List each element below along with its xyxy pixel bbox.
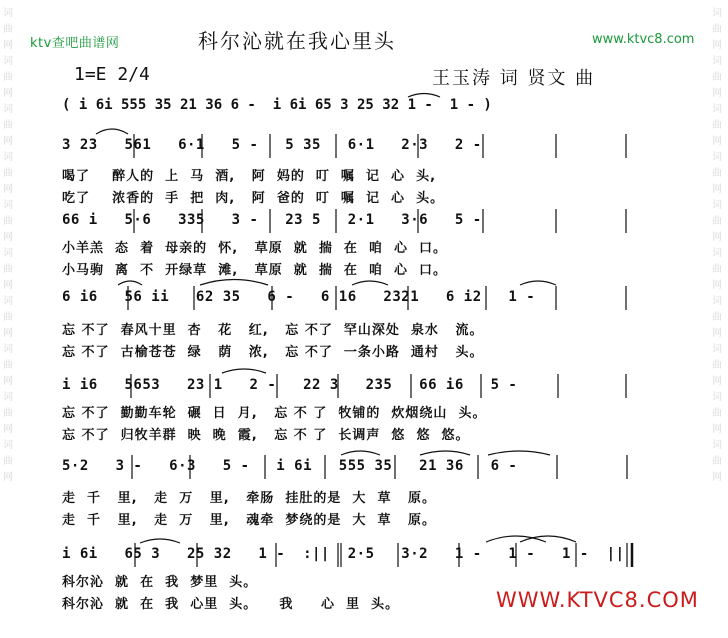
watermark-char: 曲 [712,360,722,371]
lyric-row-1-verse-2: 吃了 浓香的 手 把 肉, 阿 爸的 叮 嘱 记 心 头。 [62,191,445,206]
watermark-char: 网 [3,280,13,291]
slur [352,281,388,285]
watermark-char: 曲 [3,360,13,371]
notation-row-1: 3 23 561 6·1 5 - 5 35 6·1 2·3 2 - [62,137,482,153]
watermark-char: 曲 [3,168,13,179]
watermark-char: 词 [712,440,722,451]
slur [118,281,142,285]
watermark-char: 曲 [3,408,13,419]
watermark-char: 网 [3,184,13,195]
notation-row-3: 6 i6 56 ii 62 35 6 - 6 16 2321 6 i2 1 - [62,289,536,305]
watermark-char: 词 [712,200,722,211]
lyric-row-3-verse-2: 忘 不了 古榆苍苍 绿 荫 浓, 忘 不了 一条小路 通村 头。 [62,345,484,360]
song-credits: 王玉涛 词 贤文 曲 [432,68,596,89]
watermark-char: 网 [712,472,722,483]
watermark-char: 网 [712,88,722,99]
watermark-char: 网 [3,40,13,51]
site-name-left: ktv查吧曲谱网 [30,36,120,51]
watermark-char: 曲 [3,456,13,467]
watermark-char: 曲 [712,72,722,83]
watermark-char: 曲 [712,216,722,227]
slur [200,280,268,286]
watermark-char: 词 [712,56,722,67]
watermark-char: 网 [712,136,722,147]
watermark-char: 网 [712,184,722,195]
slur [488,451,550,455]
watermark-char: 网 [3,424,13,435]
watermark-char: 网 [3,136,13,147]
watermark-char: 词 [712,296,722,307]
watermark-char: 词 [712,152,722,163]
watermark-char: 词 [712,104,722,115]
lyric-row-4-verse-1: 忘 不了 勤勤车轮 碾 日 月, 忘 不 了 牧铺的 炊烟绕山 头。 [62,406,487,421]
watermark-char: 曲 [3,24,13,35]
watermark-char: 词 [3,440,13,451]
watermark-char: 词 [712,8,722,19]
lyric-row-3-verse-1: 忘 不了 春风十里 杏 花 红, 忘 不了 罕山深处 泉水 流。 [62,323,484,338]
watermark-char: 词 [3,56,13,67]
watermark-char: 曲 [3,264,13,275]
watermark-char: 曲 [3,216,13,227]
slur [222,369,266,373]
lyric-row-2-verse-2: 小马驹 离 不 开绿草 滩, 草原 就 揣 在 咱 心 口。 [62,263,448,278]
slur [140,539,180,543]
watermark-char: 曲 [712,120,722,131]
intro-notation: ( i 6i 555 35 21 36 6 - i 6i 65 3 25 32 1 - 1 - ) [62,97,492,113]
watermark-char: 词 [3,248,13,259]
watermark-char: 词 [3,392,13,403]
watermark-char: 网 [712,328,722,339]
lyric-row-4-verse-2: 忘 不了 归牧羊群 映 晚 霞, 忘 不 了 长调声 悠 悠 悠。 [62,428,470,443]
watermark-char: 词 [3,344,13,355]
notation-row-4: i i6 5653 23 1 2 - 22 3 235 66 i6 5 - [62,377,518,393]
slur [420,451,470,455]
watermark-char: 网 [3,472,13,483]
watermark-char: 词 [3,296,13,307]
watermark-char: 网 [712,376,722,387]
watermark-char: 网 [3,376,13,387]
watermark-char: 曲 [3,312,13,323]
slur [486,536,546,542]
watermark-char: 网 [3,328,13,339]
watermark-char: 词 [3,8,13,19]
notation-row-5: 5·2 3 - 6·3 5 - i 6i 555 35 21 36 6 - [62,458,518,474]
watermark-char: 曲 [712,24,722,35]
site-url-right: www.ktvc8.com [592,32,695,47]
watermark-char: 曲 [712,456,722,467]
watermark-char: 网 [3,88,13,99]
watermark-char: 曲 [712,168,722,179]
slur [341,451,380,455]
watermark-char: 网 [3,232,13,243]
watermark-char: 词 [3,152,13,163]
watermark-char: 网 [712,280,722,291]
watermark-char: 词 [712,392,722,403]
slur [520,536,576,542]
lyric-row-6-verse-1: 科尔沁 就 在 我 梦里 头。 [62,575,258,590]
watermark-char: 曲 [3,120,13,131]
slur [96,129,128,134]
notation-row-6: i 6i 65 3 25 32 1 - :|| 2·5 3·2 1 - 1 - 1 - || [62,546,625,562]
watermark-char: 曲 [712,264,722,275]
watermark-char: 网 [712,424,722,435]
watermark-char: 网 [712,40,722,51]
watermark-char: 曲 [3,72,13,83]
watermark-left [3,8,19,488]
watermark-char: 词 [712,344,722,355]
watermark-right [712,8,728,488]
watermark-char: 词 [3,200,13,211]
watermark-char: 曲 [712,408,722,419]
lyric-row-1-verse-1: 喝了 醉人的 上 马 酒, 阿 妈的 叮 嘱 记 心 头, [62,169,437,184]
watermark-char: 网 [712,232,722,243]
key-signature: 1=E 2/4 [74,64,150,85]
watermark-char: 词 [3,104,13,115]
lyric-row-6-verse-2: 科尔沁 就 在 我 心里 头。 我 心 里 头。 [62,597,400,612]
slur [520,281,556,285]
lyric-row-5-verse-1: 走 千 里, 走 万 里, 牵肠 挂肚的是 大 草 原。 [62,491,437,506]
watermark-char: 词 [712,248,722,259]
footer-site-url: WWW.KTVC8.COM [496,588,699,612]
lyric-row-5-verse-2: 走 千 里, 走 万 里, 魂牵 梦绕的是 大 草 原。 [62,513,437,528]
lyric-row-2-verse-1: 小羊羔 态 着 母亲的 怀, 草原 就 揣 在 咱 心 口。 [62,241,448,256]
notation-row-2: 66 i 5·6 335 3 - 23 5 2·1 3·6 5 - [62,212,482,228]
watermark-char: 曲 [712,312,722,323]
song-title: 科尔沁就在我心里头 [198,29,396,53]
